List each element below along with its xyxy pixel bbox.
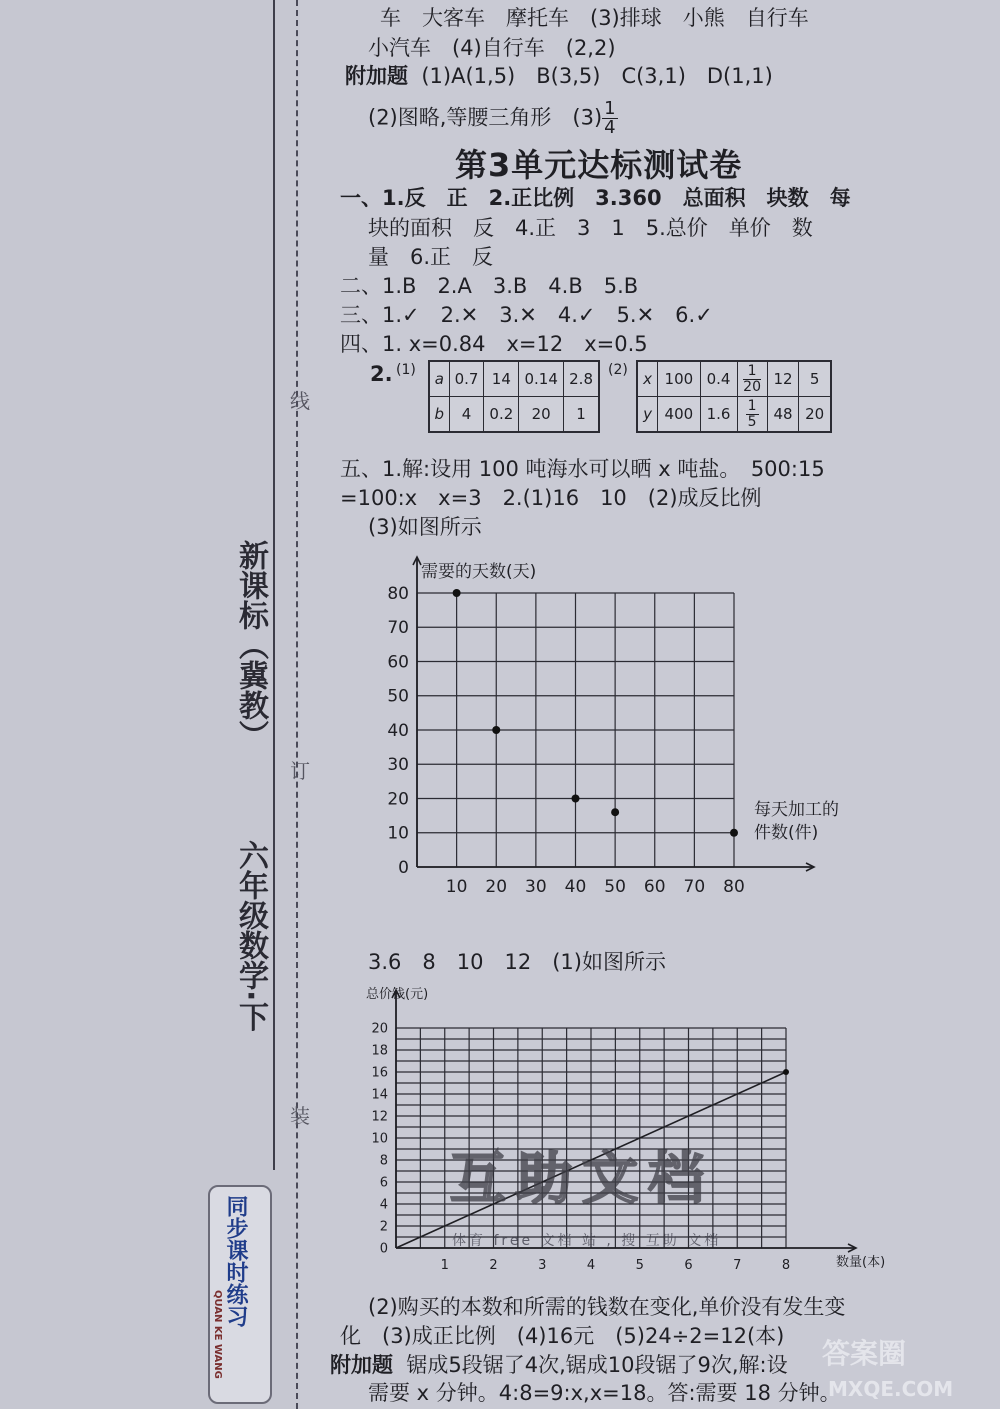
y-tick-label: 20 bbox=[387, 789, 409, 810]
table-cell: 0.2 bbox=[484, 397, 519, 433]
extra-answer-text: (2)图略,等腰三角形 (3) bbox=[368, 105, 603, 130]
fraction-denominator: 20 bbox=[743, 378, 761, 395]
cut-mark-zhuang: 装 bbox=[290, 1104, 310, 1128]
y-tick-label: 14 bbox=[371, 1087, 388, 1103]
watermark: 互助文档 bbox=[450, 1147, 714, 1212]
y-tick-label: 60 bbox=[387, 652, 409, 673]
x-tick-label: 80 bbox=[723, 877, 745, 897]
table2-row-x bbox=[637, 361, 831, 397]
table-cell: 5 bbox=[799, 361, 831, 397]
table-cell-fraction bbox=[737, 361, 767, 397]
section3-line: 三、1.✓ 2.✕ 3.✕ 4.✓ 5.✕ 6.✓ bbox=[340, 303, 713, 327]
y-tick-label: 4 bbox=[379, 1197, 388, 1213]
margin-solid-line bbox=[273, 0, 275, 1170]
days-vs-items-chart bbox=[370, 545, 870, 940]
extra-answer-2: 需要 x 分钟。4:8=9:x,x=18。答:需要 18 分钟。 bbox=[368, 1381, 841, 1405]
section1-line3: 量 6.正 反 bbox=[368, 245, 494, 269]
section5-q3-answer-2: (2)购买的本数和所需的钱数在变化,单价没有发生变 bbox=[368, 1295, 846, 1319]
fraction-numerator: 1 bbox=[747, 397, 757, 414]
extra-answer-1: 锯成5段锯了4次,锯成10段锯了9次,解:设 bbox=[406, 1353, 788, 1377]
table-cell: 20 bbox=[519, 397, 564, 433]
y-tick-label: 2 bbox=[379, 1219, 388, 1235]
y-axis-label: 总价钱(元) bbox=[366, 987, 429, 1002]
coordinates: (1)A(1,5) B(3,5) C(3,1) D(1,1) bbox=[421, 64, 773, 88]
fraction-numerator: 1 bbox=[604, 98, 616, 119]
data-point bbox=[611, 808, 619, 816]
x-tick-label: 10 bbox=[445, 877, 468, 897]
x-tick-label: 5 bbox=[635, 1258, 644, 1273]
table-cell: 0.14 bbox=[519, 361, 564, 397]
margin-cut-line bbox=[296, 0, 298, 1409]
subject-label: 六年级数学·下 bbox=[233, 840, 268, 1032]
y-tick-label: 20 bbox=[371, 1021, 388, 1037]
extra-question-line-2 bbox=[368, 100, 618, 137]
table-cell: 4 bbox=[449, 397, 484, 433]
table-cell: 1 bbox=[564, 397, 599, 433]
y-tick-label: 12 bbox=[371, 1109, 388, 1125]
data-point bbox=[783, 1069, 789, 1075]
x-tick-label: 6 bbox=[684, 1258, 693, 1273]
section2-line: 二、1.B 2.A 3.B 4.B 5.B bbox=[340, 274, 639, 298]
y-tick-label: 8 bbox=[379, 1153, 388, 1169]
y-tick-label: 0 bbox=[379, 1241, 388, 1257]
x-axis-label: 件数(件) bbox=[754, 823, 819, 843]
table-cell: 48 bbox=[767, 397, 799, 433]
table-cell: 20 bbox=[799, 397, 831, 433]
x-tick-label: 4 bbox=[586, 1258, 596, 1273]
table-cell: y bbox=[637, 397, 658, 433]
section1-line2: 块的面积 反 4.正 3 1 5.总价 单价 数 bbox=[368, 216, 813, 240]
unit-title: 第3单元达标测试卷 bbox=[455, 146, 743, 184]
x-tick-label: 60 bbox=[643, 877, 666, 897]
table-cell-fraction bbox=[737, 397, 767, 433]
part1-label: (1) bbox=[396, 362, 416, 378]
answer-line-1: 车 大客车 摩托车 (3)排球 小熊 自行车 bbox=[380, 6, 809, 30]
extra-label-2: 附加题 bbox=[330, 1353, 393, 1377]
part2-label: (2) bbox=[608, 362, 628, 378]
x-tick-label: 2 bbox=[489, 1258, 498, 1273]
data-point bbox=[492, 726, 500, 734]
section5-line1: 五、1.解:设用 100 吨海水可以晒 x 吨盐。 500:15 bbox=[340, 457, 825, 481]
section5-line3: (3)如图所示 bbox=[368, 515, 482, 539]
table1-row-a bbox=[429, 361, 599, 397]
watermark-sub: 体育 free 文档 站 , 搜 互助 文档 bbox=[452, 1233, 722, 1249]
cut-mark-xian: 线 bbox=[290, 389, 310, 413]
table-cell: 1.6 bbox=[700, 397, 737, 433]
y-tick-label: 10 bbox=[387, 823, 409, 844]
y-tick-label: 10 bbox=[371, 1131, 388, 1147]
edition-label: 新课标（冀教） bbox=[233, 540, 268, 750]
table-cell: 100 bbox=[658, 361, 700, 397]
x-axis-label: 每天加工的 bbox=[754, 800, 839, 820]
y-tick-label: 80 bbox=[387, 583, 409, 604]
table-cell: 12 bbox=[767, 361, 799, 397]
y-tick-label: 50 bbox=[387, 686, 409, 707]
y-tick-label: 70 bbox=[387, 618, 409, 639]
y-tick-label: 16 bbox=[371, 1065, 388, 1081]
extra-question-line bbox=[330, 1351, 788, 1379]
fraction-denominator: 4 bbox=[604, 117, 616, 138]
y-tick-label: 30 bbox=[387, 755, 409, 776]
table-cell: x bbox=[637, 361, 658, 397]
data-point bbox=[730, 829, 738, 837]
section5-q3-line: 3.6 8 10 12 (1)如图所示 bbox=[368, 950, 666, 974]
table-cell: 400 bbox=[658, 397, 700, 433]
x-tick-label: 7 bbox=[733, 1258, 742, 1273]
x-tick-label: 30 bbox=[525, 877, 547, 897]
site-watermark: 答案圈 bbox=[822, 1337, 907, 1370]
extra-label: 附加题 bbox=[345, 64, 408, 88]
table2-row-y bbox=[637, 397, 831, 433]
x-tick-label: 8 bbox=[781, 1258, 791, 1273]
x-tick-label: 70 bbox=[683, 877, 706, 897]
extra-question-line-1 bbox=[345, 62, 773, 90]
table-cell: 2.8 bbox=[564, 361, 599, 397]
x-tick-label: 1 bbox=[440, 1258, 449, 1273]
site-url: MXQE.COM bbox=[828, 1377, 954, 1401]
y-tick-label: 6 bbox=[379, 1175, 388, 1191]
price-vs-quantity-chart bbox=[360, 978, 886, 1273]
fraction-denominator: 5 bbox=[747, 413, 757, 430]
table1-row-b bbox=[429, 397, 599, 433]
proportion-table-1 bbox=[428, 360, 600, 433]
x-tick-label: 3 bbox=[538, 1258, 547, 1273]
data-point bbox=[572, 795, 580, 803]
fraction bbox=[746, 399, 759, 430]
table-cell: 0.7 bbox=[449, 361, 484, 397]
y-tick-label: 18 bbox=[371, 1043, 388, 1059]
section5-line2: =100:x x=3 2.(1)16 10 (2)成反比例 bbox=[340, 486, 762, 510]
section1-line1: 一、1.反 正 2.正比例 3.360 总面积 块数 每 bbox=[340, 186, 851, 210]
fraction bbox=[743, 364, 761, 395]
data-point bbox=[453, 589, 461, 597]
table-cell: b bbox=[429, 397, 449, 433]
section4-line1: 四、1. x=0.84 x=12 x=0.5 bbox=[340, 332, 648, 356]
logo-text: 同步课时练习 bbox=[223, 1195, 248, 1327]
cut-mark-ding: 订 bbox=[290, 759, 310, 783]
x-axis-label: 数量(本) bbox=[836, 1255, 886, 1270]
x-tick-label: 50 bbox=[604, 877, 626, 897]
fraction-numerator: 1 bbox=[743, 364, 761, 380]
table-cell: a bbox=[429, 361, 449, 397]
y-axis-label: 需要的天数(天) bbox=[421, 562, 537, 582]
answer-line-2: 小汽车 (4)自行车 (2,2) bbox=[368, 36, 616, 60]
y-tick-label: 40 bbox=[387, 720, 409, 741]
y-tick-label: 0 bbox=[398, 857, 409, 878]
x-tick-label: 20 bbox=[485, 877, 508, 897]
logo-subtext: QUAN KE WANG bbox=[212, 1290, 223, 1379]
section4-q2: 2. bbox=[370, 362, 393, 386]
table-cell: 14 bbox=[484, 361, 519, 397]
proportion-table-2 bbox=[636, 360, 832, 433]
table-cell: 0.4 bbox=[700, 361, 737, 397]
fraction-quarter bbox=[602, 100, 617, 137]
x-tick-label: 40 bbox=[564, 877, 587, 897]
section5-q3-answer-3: 化 (3)成正比例 (4)16元 (5)24÷2=12(本) bbox=[340, 1324, 785, 1348]
